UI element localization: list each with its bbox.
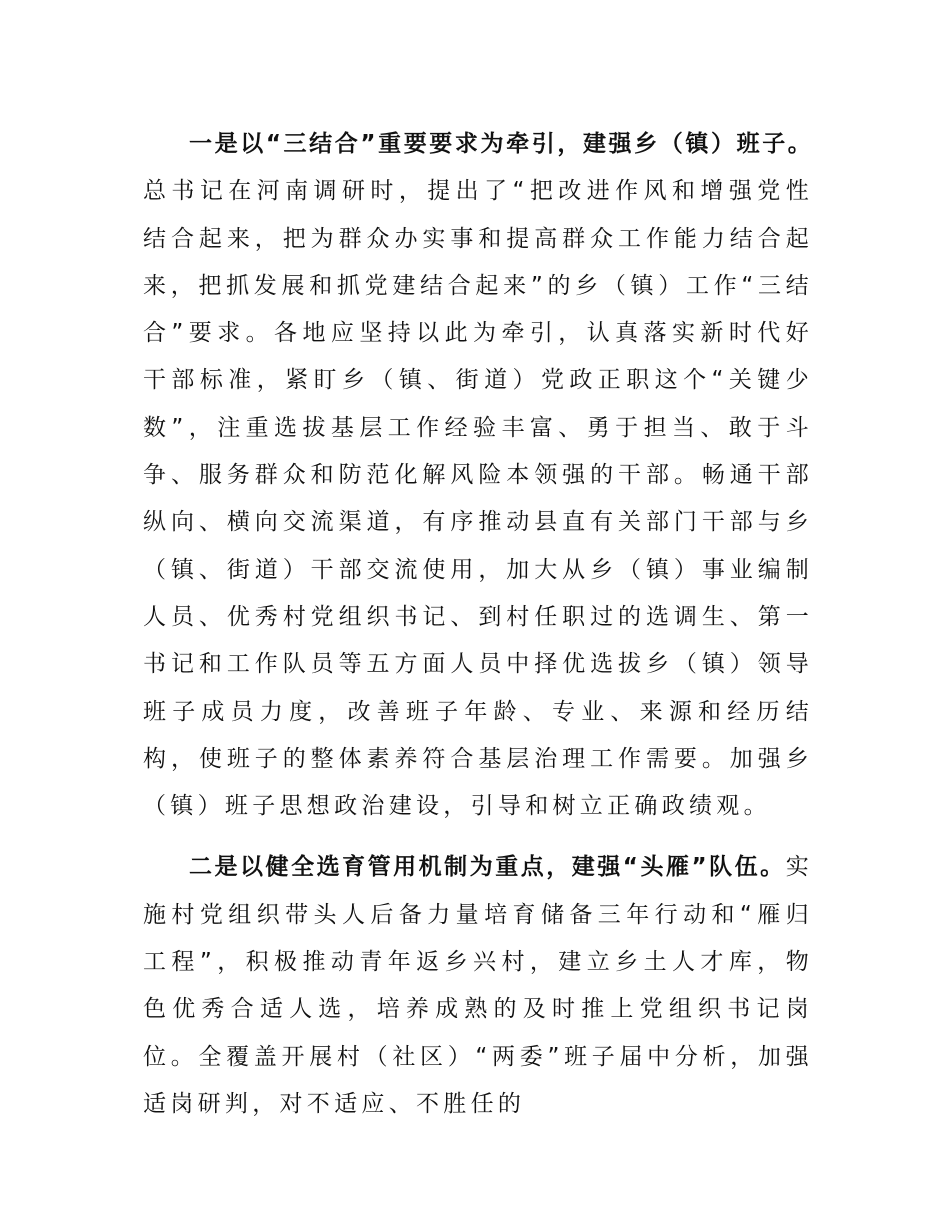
paragraph-1-heading: 一是以“三结合”重要要求为牵引，建强乡（镇）班子。 <box>189 131 813 157</box>
paragraph-1 <box>143 121 813 830</box>
document-page <box>143 121 813 1142</box>
paragraph-2-body: 实施村党组织带头人后备力量培育储备三年行动和“雁归工程”，积极推动青年返乡兴村，建立乡土人才库，物色优秀合适人选，培养成熟的及时推上党组织书记岗位。全覆盖开展村（社区）“两委”班子届中分析，加强适岗研判，对不适应、不胜任的 <box>143 854 813 1117</box>
paragraph-2-heading: 二是以健全选育管用机制为重点，建强“头雁”队伍。 <box>189 854 786 881</box>
paragraph-2 <box>143 844 813 1128</box>
paragraph-1-body: 总书记在河南调研时，提出了“把改进作风和增强党性结合起来，把为群众办实事和提高群众工作能力结合起来，把抓发展和抓党建结合起来”的乡（镇）工作“三结合”要求。各地应坚持以此为牵引，认真落实新时代好干部标准，紧盯乡（镇、街道）党政正职这个“关键少数”，注重选拔基层工作经验丰富、勇于担当、敢于斗争、服务群众和防范化解风险本领强的干部。畅通干部纵向、横向交流渠道，有序推动县直有关部门干部与乡（镇、街道）干部交流使用，加大从乡（镇）事业编制人员、优秀村党组织书记、到村任职过的选调生、第一书记和工作队员等五方面人员中择优选拔乡（镇）领导班子成员力度，改善班子年龄、专业、来源和经历结构，使班子的整体素养符合基层治理工作需要。加强乡（镇）班子思想政治建设，引导和树立正确政绩观。 <box>143 178 813 820</box>
